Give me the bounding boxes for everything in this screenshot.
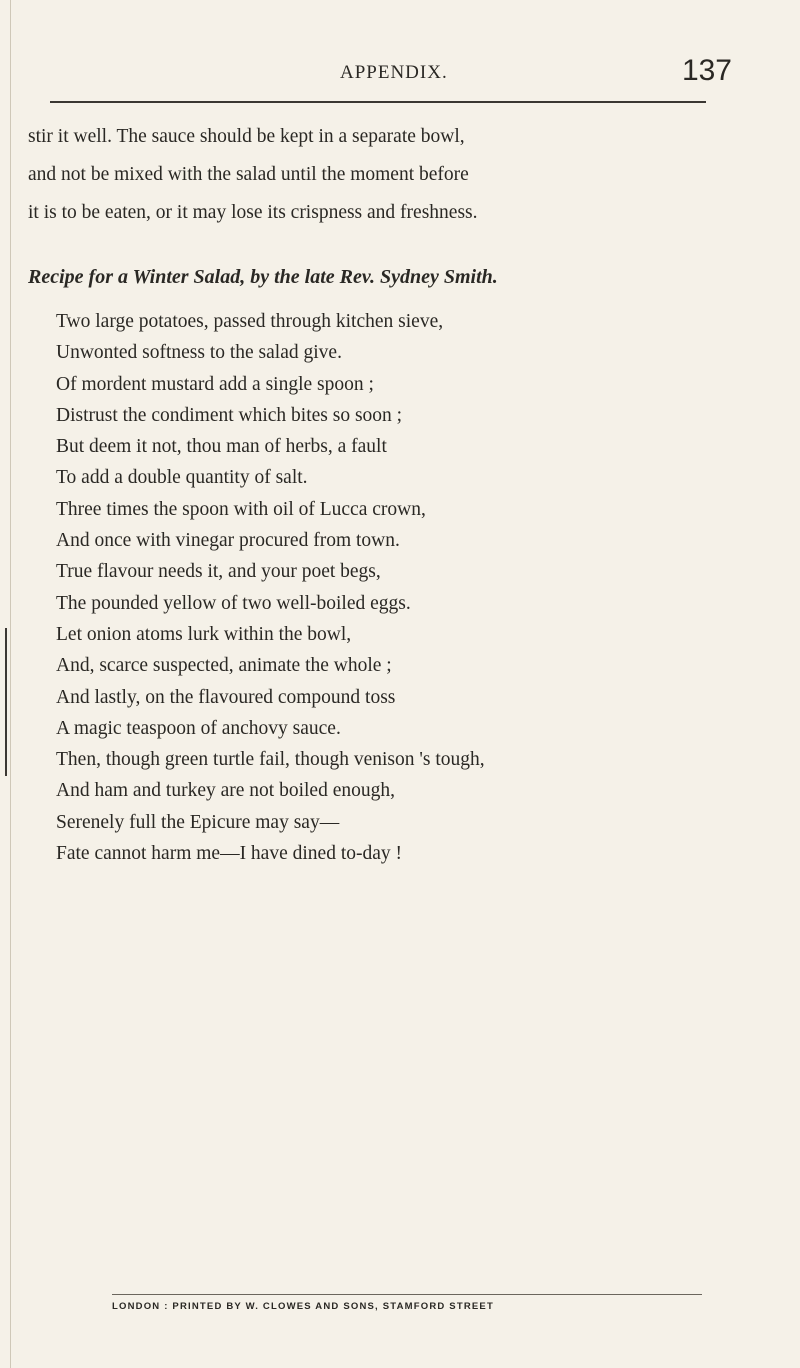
printer-imprint: LONDON : PRINTED BY W. CLOWES AND SONS, STAMFORD STREET (112, 1301, 494, 1312)
recipe-verse (56, 306, 756, 869)
verse-line: And ham and turkey are not boiled enough, (56, 780, 395, 802)
verse-line: And lastly, on the flavoured compound toss (56, 686, 396, 708)
header-rule (50, 101, 706, 103)
verse-line: But deem it not, thou man of herbs, a fault (56, 436, 387, 458)
page-number: 137 (681, 54, 732, 87)
intro-line: and not be mixed with the salad until the moment before (28, 164, 469, 185)
verse-line: Let onion atoms lurk within the bowl, (56, 623, 352, 645)
intro-paragraph (28, 118, 748, 232)
intro-line: stir it well. The sauce should be kept in a separate bowl, (28, 126, 465, 147)
page-gutter-line (10, 0, 11, 1368)
verse-line: Fate cannot harm me—I have dined to-day ! (56, 843, 403, 865)
verse-line: To add a double quantity of salt. (56, 467, 308, 489)
verse-line: Serenely full the Epicure may say— (56, 811, 340, 833)
verse-line: Two large potatoes, passed through kitchen sieve, (56, 311, 444, 332)
verse-line: The pounded yellow of two well-boiled eggs. (56, 592, 411, 614)
verse-line: Then, though green turtle fail, though venison 's tough, (56, 749, 485, 771)
verse-line: True flavour needs it, and your poet begs, (56, 561, 381, 583)
page-header (0, 52, 800, 92)
verse-line: Of mordent mustard add a single spoon ; (56, 373, 374, 395)
verse-line: And, scarce suspected, animate the whole ; (56, 655, 392, 677)
recipe-title: Recipe for a Winter Salad, by the late Rev. Sydney Smith. (28, 266, 498, 288)
intro-line: it is to be eaten, or it may lose its crispness and freshness. (28, 202, 478, 223)
margin-mark (5, 628, 7, 776)
running-head: APPENDIX. (340, 62, 448, 83)
verse-line: Three times the spoon with oil of Lucca crown, (56, 498, 426, 520)
verse-line: And once with vinegar procured from town. (56, 530, 400, 552)
verse-line: Unwonted softness to the salad give. (56, 342, 342, 364)
verse-line: Distrust the condiment which bites so soon ; (56, 404, 403, 426)
verse-line: A magic teaspoon of anchovy sauce. (56, 717, 341, 739)
imprint-rule (112, 1294, 702, 1295)
